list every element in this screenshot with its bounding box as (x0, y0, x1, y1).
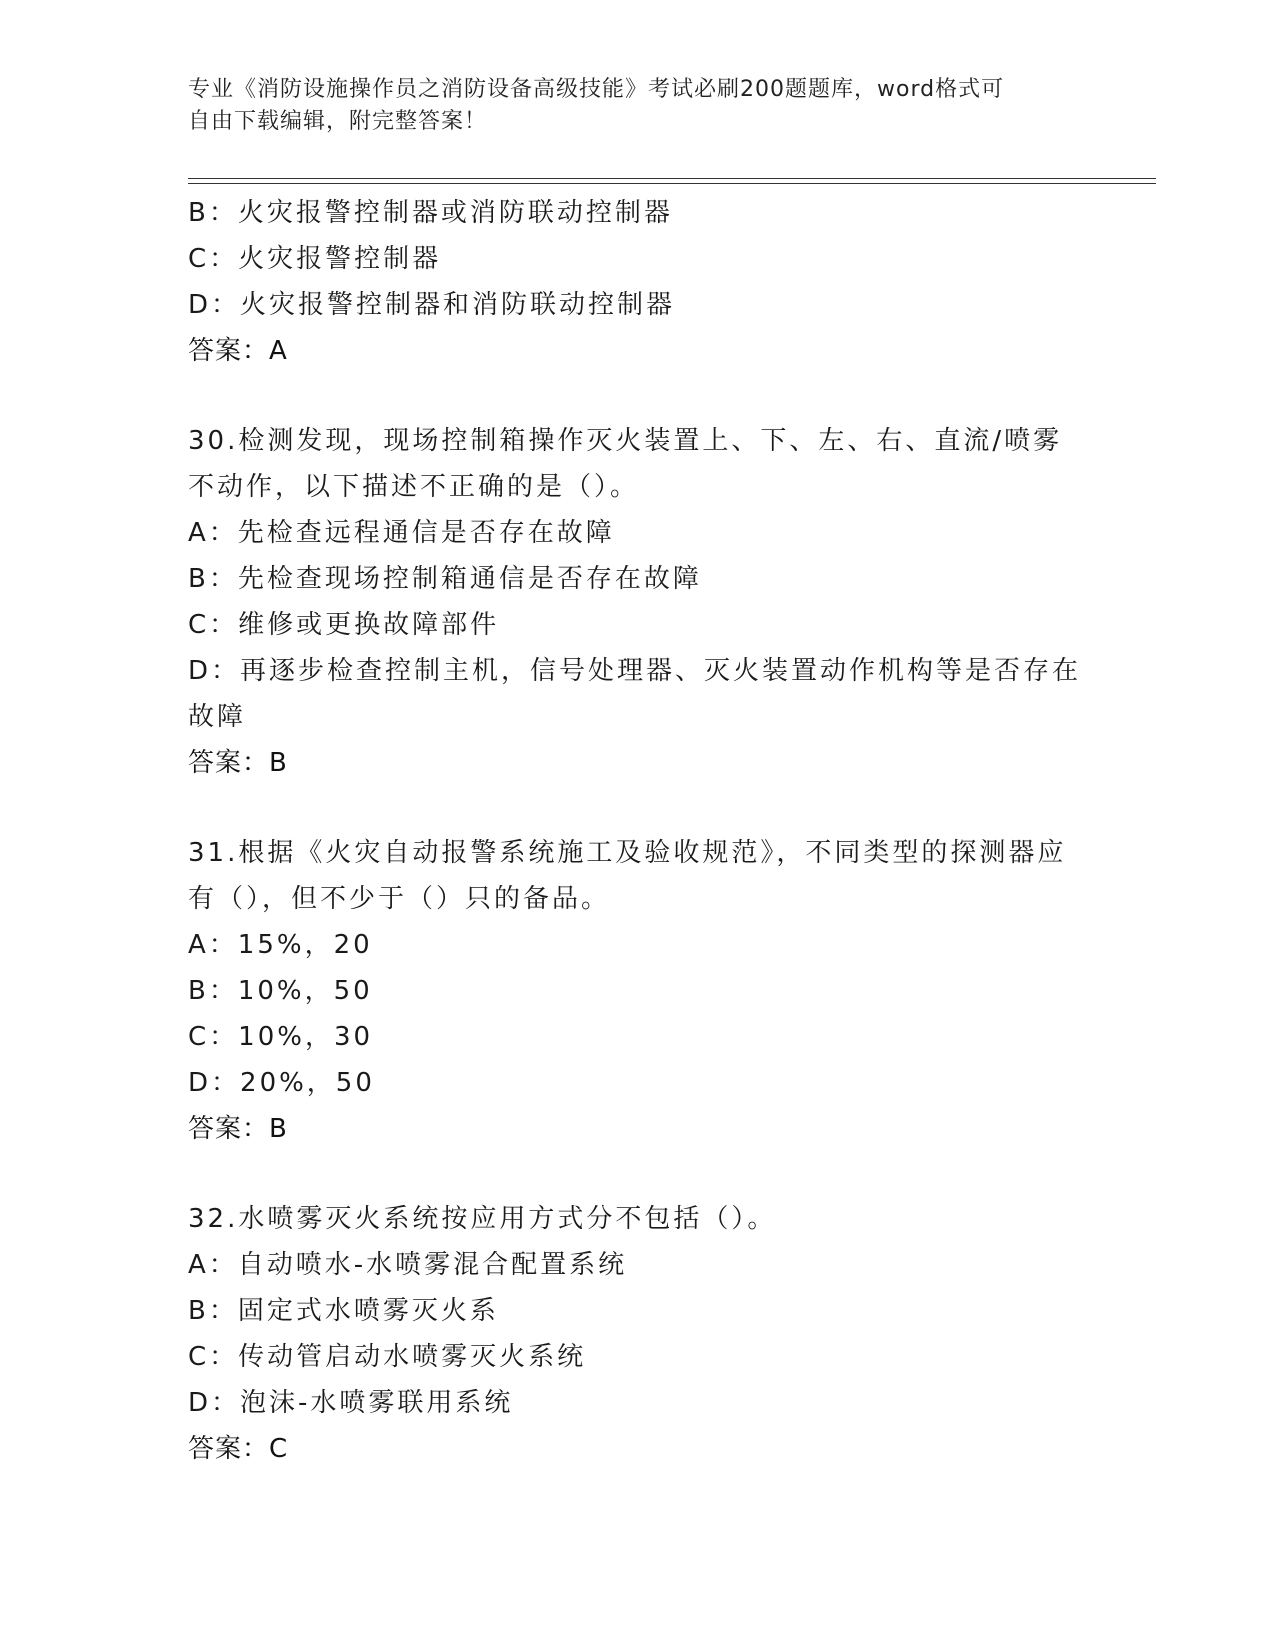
option-d-continued: 故障 (188, 702, 247, 732)
question-29-tail (188, 190, 1088, 374)
question-stem: 30.检测发现，现场控制箱操作灭火装置上、下、左、右、直流/喷雾 (188, 426, 1063, 456)
option-b: B：固定式水喷雾灭火系 (188, 1296, 499, 1326)
option-a: A：自动喷水-水喷雾混合配置系统 (188, 1250, 628, 1280)
option-a: A：15%，20 (188, 930, 373, 960)
option-d: D：泡沫-水喷雾联用系统 (188, 1388, 514, 1418)
header-title-line-1: 专业《消防设施操作员之消防设备高级技能》考试必刷200题题库，word格式可 (188, 77, 1005, 102)
answer-line: 答案：A (188, 336, 288, 366)
question-stem-continued: 不动作，以下描述不正确的是（）。 (188, 472, 640, 502)
spacer (188, 786, 1088, 830)
option-c: C：10%，30 (188, 1022, 374, 1052)
question-stem-continued: 有（），但不少于（）只的备品。 (188, 884, 611, 914)
option-c: C：火灾报警控制器 (188, 244, 442, 274)
question-list (188, 190, 1088, 1472)
spacer (188, 1152, 1088, 1196)
header-title-line-2: 自由下载编辑，附完整答案！ (188, 109, 488, 134)
header-divider-bottom (188, 183, 1156, 184)
answer-line: 答案：C (188, 1434, 289, 1464)
question-30 (188, 418, 1088, 786)
answer-line: 答案：B (188, 1114, 288, 1144)
spacer (188, 374, 1088, 418)
option-b: B：先检查现场控制箱通信是否存在故障 (188, 564, 702, 594)
option-d: D：火灾报警控制器和消防联动控制器 (188, 290, 676, 320)
option-d: D：再逐步检查控制主机，信号处理器、灭火装置动作机构等是否存在 (188, 656, 1082, 686)
option-c: C：传动管启动水喷雾灭火系统 (188, 1342, 587, 1372)
option-c: C：维修或更换故障部件 (188, 610, 500, 640)
option-a: A：先检查远程通信是否存在故障 (188, 518, 615, 548)
question-stem: 32.水喷雾灭火系统按应用方式分不包括（）。 (188, 1204, 777, 1234)
question-stem: 31.根据《火灾自动报警系统施工及验收规范》，不同类型的探测器应 (188, 838, 1067, 868)
answer-line: 答案：B (188, 748, 288, 778)
question-31 (188, 830, 1088, 1152)
question-32 (188, 1196, 1088, 1472)
option-b: B：火灾报警控制器或消防联动控制器 (188, 198, 673, 228)
option-b: B：10%，50 (188, 976, 373, 1006)
document-header (188, 74, 1068, 138)
header-divider-top (188, 178, 1156, 179)
option-d: D：20%，50 (188, 1068, 375, 1098)
